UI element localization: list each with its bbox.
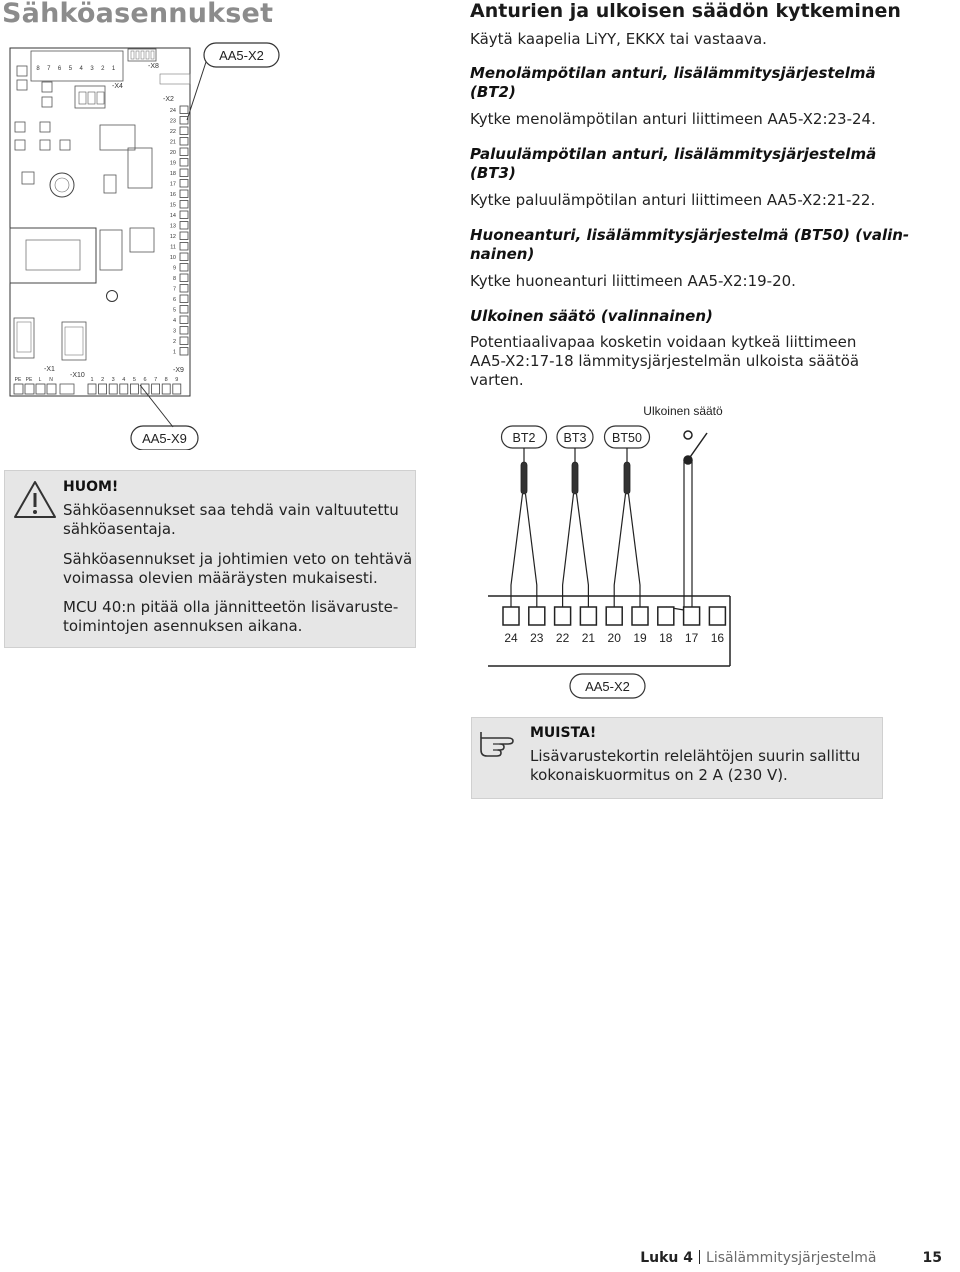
x2-pin-number: 19	[169, 160, 176, 167]
wiring-diagram	[480, 395, 740, 705]
x2-terminal	[180, 348, 188, 356]
x2-pin-number: 17	[169, 181, 176, 188]
note-box	[471, 717, 883, 799]
bt3-title: Paluulämpötilan anturi, lisälämmitysjärjestelmä (BT3)	[470, 145, 877, 182]
footer-chapter: Luku 4	[640, 1250, 694, 1266]
wiring-terminal-number: 19	[633, 631, 647, 645]
x2-terminal	[180, 264, 188, 272]
wiring-terminal-number: 16	[710, 631, 725, 645]
x1-pin-label: L	[38, 377, 42, 383]
wiring-terminal-number: 22	[555, 631, 570, 645]
callout-aa5-x2-text: AA5-X2	[219, 48, 264, 63]
bt50-title: Huoneanturi, lisälämmitysjärjestelmä (BT50) (valin- nainen)	[470, 226, 910, 263]
sensor-label: BT3	[563, 431, 587, 445]
x1-label: -X1	[44, 366, 55, 373]
x2-pin-number: 1	[172, 349, 176, 356]
x2-terminal	[180, 306, 188, 314]
x2-terminal	[180, 127, 188, 135]
x2-terminal	[180, 201, 188, 209]
x2-pin-number: 8	[172, 276, 176, 282]
bt3-text: Kytke paluulämpötilan anturi liittimeen AA5-X2:21-22.	[470, 191, 876, 209]
x9-terminal	[162, 384, 170, 394]
x2-pin-number: 13	[169, 223, 176, 230]
x9-pin-number: 7	[154, 377, 158, 383]
x2-pin-number: 9	[172, 265, 176, 272]
x2-terminal	[180, 316, 188, 324]
x9-pin-number: 6	[143, 377, 147, 383]
x2-pin-number: 22	[169, 129, 176, 135]
bt2-title: Menolämpötilan anturi, lisälämmitysjärjestelmä (BT2)	[470, 64, 876, 101]
x2-pin-number: 2	[172, 339, 176, 345]
terminal-block	[488, 596, 730, 666]
switch-contact-top	[684, 431, 692, 439]
x2-terminal	[180, 285, 188, 293]
x1-terminal	[36, 384, 45, 394]
x2-pin-number: 21	[169, 139, 176, 146]
x4-pin-number: 1	[111, 66, 116, 72]
x9-terminal	[99, 384, 107, 394]
x2-pin-number: 18	[169, 171, 176, 177]
x1-pin-label: N	[49, 377, 53, 383]
x9-terminal	[109, 384, 117, 394]
wiring-terminal-number: 18	[659, 631, 673, 645]
x9-terminal	[120, 384, 128, 394]
terminal-block-callout-text: AA5-X2	[585, 679, 630, 694]
x2-pin-number: 3	[172, 328, 176, 335]
callout-aa5-x9-text: AA5-X9	[142, 431, 187, 446]
x9-pin-number: 8	[164, 377, 168, 383]
x9-pin-number: 1	[90, 377, 94, 383]
x1-terminal	[14, 384, 23, 394]
x2-terminal	[180, 190, 188, 198]
x2-pin-number: 5	[172, 307, 176, 314]
wiring-terminal-number: 17	[684, 631, 699, 645]
x2-terminal	[180, 180, 188, 188]
x2-pin-number: 15	[169, 202, 176, 209]
warning-paragraph-1: Sähköasennukset saa tehdä vain valtuutettu sähköasentaja.	[63, 501, 399, 538]
x9-terminal	[141, 384, 149, 394]
intro-text: Käytä kaapelia LiYY, EKKX tai vastaava.	[470, 30, 767, 48]
x2-pin-number: 12	[169, 234, 176, 240]
note-text: Lisävarustekortin relelähtöjen suurin sallittu kokonaiskuormitus on 2 A (230 V).	[530, 747, 861, 784]
wiring-terminal-number: 20	[607, 631, 621, 645]
x2-terminal	[180, 106, 188, 114]
wiring-terminal	[529, 607, 545, 625]
x2-pin-number: 4	[172, 318, 176, 324]
sensor-probe	[572, 462, 578, 494]
x9-terminal	[130, 384, 138, 394]
note-title: MUISTA!	[530, 725, 597, 741]
footer-separator	[699, 1250, 700, 1264]
wiring-terminal-number: 21	[581, 631, 596, 645]
page-number: 15	[922, 1250, 942, 1266]
sensor-probe	[521, 462, 527, 494]
x2-terminal	[180, 222, 188, 230]
x1-terminal	[25, 384, 34, 394]
warning-triangle-icon	[13, 480, 57, 520]
footer-section: Lisälämmitysjärjestelmä	[706, 1250, 877, 1266]
x2-terminal	[180, 138, 188, 146]
page-title: Sähköasennukset	[2, 0, 274, 29]
x1-pin-label: PE	[25, 377, 33, 383]
x4-label: -X4	[112, 83, 123, 90]
x9-pin-number: 9	[175, 377, 179, 383]
x2-pin-number: 24	[169, 108, 176, 114]
x2-terminal	[180, 295, 188, 303]
x2-terminal	[180, 327, 188, 335]
x2-terminal	[180, 148, 188, 156]
x2-terminal	[180, 117, 188, 125]
wiring-terminal-number: 24	[504, 631, 518, 645]
external-control-text: Potentiaalivapaa kosketin voidaan kytkeä liittimeen AA5-X2:17-18 lämmitysjärjestelmän ulkoista säätöä varten.	[470, 333, 860, 389]
wiring-terminal	[632, 607, 648, 625]
sensor-label: BT50	[612, 431, 642, 445]
x2-terminal	[180, 243, 188, 251]
x1-pin-label: PE	[14, 377, 22, 383]
x2-pin-number: 11	[170, 244, 176, 251]
pointing-hand-icon	[478, 728, 522, 758]
sensor-group	[502, 426, 693, 610]
x9-pin-number: 3	[111, 377, 115, 383]
x1-terminal	[47, 384, 56, 394]
page-footer	[640, 1250, 942, 1266]
x9-terminal	[152, 384, 160, 394]
wiring-terminal	[709, 607, 725, 625]
x10-label: -X10	[70, 372, 85, 379]
x2-pin-number: 7	[172, 286, 176, 293]
x2-label: -X2	[163, 96, 174, 103]
warning-paragraph-3: MCU 40:n pitää olla jännitteetön lisävaruste- toimintojen asennuksen aikana.	[63, 598, 399, 635]
sensor-probe	[624, 462, 630, 494]
x9-label: -X9	[173, 367, 184, 374]
x4-pin-number: 4	[79, 66, 83, 72]
bt2-text: Kytke menolämpötilan anturi liittimeen AA5-X2:23-24.	[470, 110, 876, 128]
x4-pin-number: 2	[101, 66, 105, 72]
x9-pin-number: 5	[132, 377, 136, 383]
warning-title: HUOM!	[63, 479, 119, 495]
wiring-terminal	[503, 607, 519, 625]
wiring-terminal	[684, 607, 700, 625]
x9-terminal	[173, 384, 181, 394]
x2-pin-number: 6	[172, 297, 176, 303]
wiring-terminal	[658, 607, 674, 625]
x2-terminal	[180, 232, 188, 240]
x9-terminal-row	[88, 377, 181, 394]
wiring-terminal	[580, 607, 596, 625]
x4-pin-number: 3	[90, 66, 94, 72]
x4-pin-number: 7	[47, 66, 51, 72]
x4-pin-number: 5	[68, 66, 73, 72]
x2-pin-number: 10	[169, 255, 176, 261]
wiring-terminal	[555, 607, 571, 625]
warning-box	[4, 470, 416, 648]
x2-terminal	[180, 337, 188, 345]
x2-terminal	[180, 211, 188, 219]
x2-pin-number: 14	[169, 213, 176, 219]
x8-label: -X8	[148, 63, 159, 70]
warning-paragraph-2: Sähköasennukset ja johtimien veto on tehtävä voimassa olevien määräysten mukaisesti.	[63, 550, 413, 587]
sensor-label: BT2	[512, 431, 536, 445]
x2-pin-number: 20	[169, 150, 176, 156]
x4-pin-number: 6	[57, 66, 62, 72]
x2-pin-number: 23	[169, 118, 176, 125]
x2-terminal	[180, 169, 188, 177]
wiring-terminal	[606, 607, 622, 625]
x4-pin-number: 8	[36, 66, 40, 72]
x2-terminal	[180, 253, 188, 261]
x9-pin-number: 2	[101, 377, 105, 383]
section-heading: Anturien ja ulkoisen säädön kytkeminen	[470, 0, 901, 22]
external-control-label: Ulkoinen säätö	[643, 404, 723, 418]
wiring-terminal-number: 23	[530, 631, 544, 645]
x2-pin-number: 16	[169, 192, 176, 198]
x9-pin-number: 4	[122, 377, 126, 383]
circuit-board-diagram	[0, 30, 300, 450]
external-control-title: Ulkoinen säätö (valinnainen)	[470, 307, 713, 325]
x9-terminal	[88, 384, 96, 394]
x2-terminal	[180, 274, 188, 282]
x2-terminal	[180, 159, 188, 167]
bt50-text: Kytke huoneanturi liittimeen AA5-X2:19-20.	[470, 272, 796, 290]
